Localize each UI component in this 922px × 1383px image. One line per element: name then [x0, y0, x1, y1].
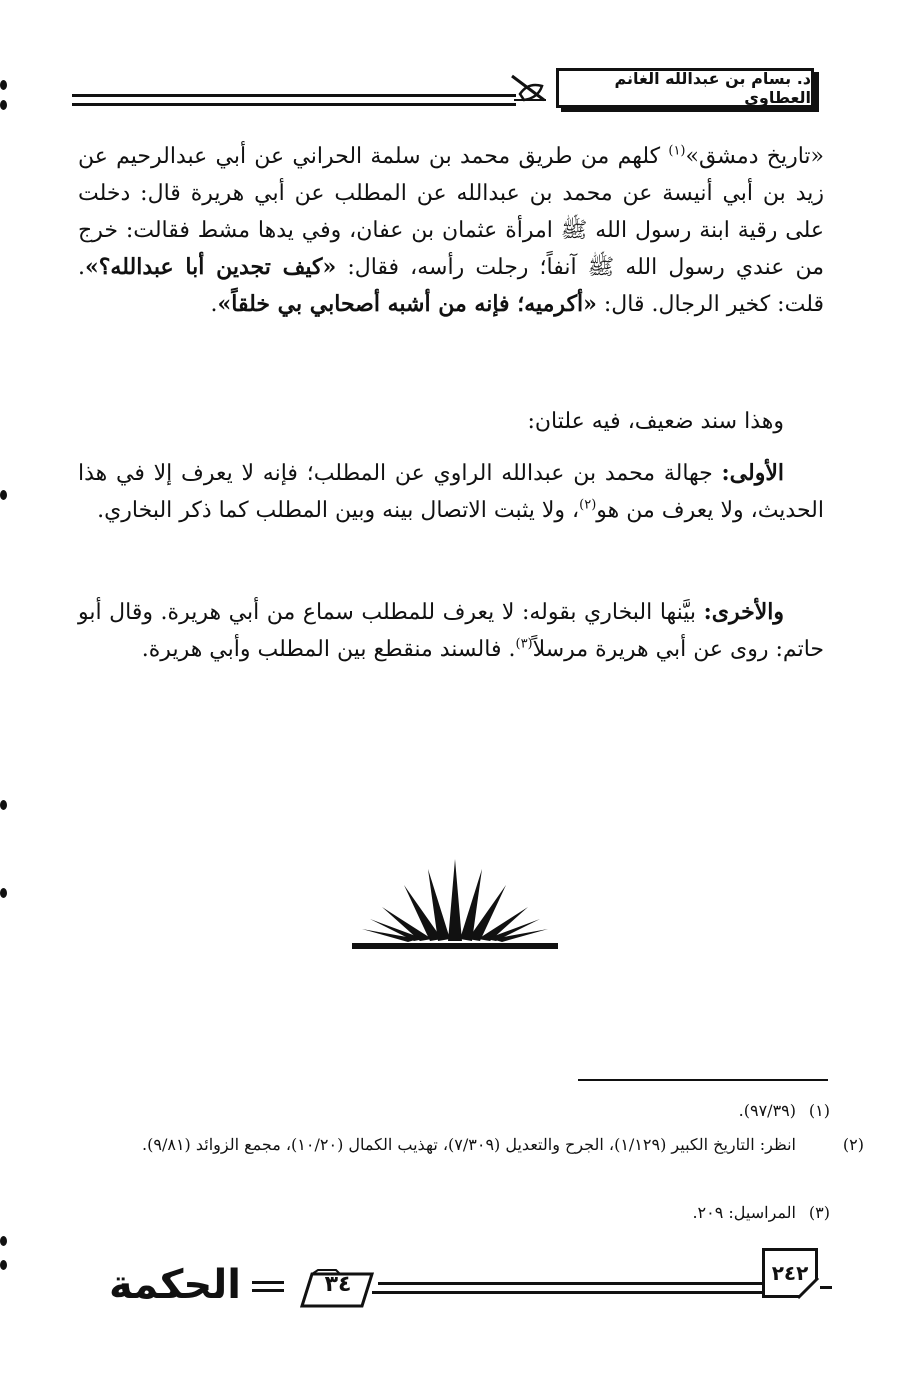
text-segment: كلهم من طريق محمد بن سلمة الحراني عن أبي عبدالرحيم عن زيد بن أبي أنيسة عن محمد بن عبدالله عن المطلب عن أبي هريرة قال: دخلت على رقية ابنة رسول الله ﷺ امرأة عثمان بن عفان، وفي يدها مشط فقالت: خرج من عندي رسول الله ﷺ آنفاً؛ رجلت رأسه، فقال: [78, 144, 824, 280]
footnote-number: (١) [808, 1101, 830, 1120]
margin-mark [0, 1236, 7, 1246]
footnote-text: المراسيل: ٢٠٩. [692, 1203, 796, 1222]
footnote-ref-1[interactable]: (١) [668, 143, 686, 159]
text-segment: جهالة محمد بن عبدالله الراوي عن المطلب؛ فإنه لا يعرف إلا في هذا الحديث، ولا يعرف من هو [78, 461, 824, 523]
footnote-ref-2[interactable]: (٢) [579, 497, 597, 513]
footnote-number: (٣) [808, 1203, 830, 1222]
header-rule-top [72, 94, 516, 97]
margin-mark [0, 80, 7, 90]
footnote-ref-3[interactable]: (٣) [515, 636, 533, 652]
footnote-separator [578, 1079, 828, 1081]
footnote-1 [90, 1097, 830, 1124]
margin-mark [0, 1260, 7, 1270]
hadith-quote-2: «أكرميه؛ فإنه من أشبه أصحابي بي خلقاً» [217, 291, 597, 317]
text-segment: ، ولا يثبت الاتصال بينه وبين المطلب كما ذكر البخاري. [97, 498, 580, 523]
text-segment: «تاريخ دمشق» [685, 144, 824, 169]
margin-mark [0, 100, 7, 110]
margin-mark [0, 490, 7, 500]
text-segment: بيَّنها البخاري بقوله: لا يعرف للمطلب سماع من أبي هريرة. وقال أبو حاتم: روى عن أبي هريرة مرسلاً [78, 600, 824, 662]
margin-mark [0, 888, 7, 898]
footnote-number: (٢) [842, 1135, 864, 1154]
journal-logo: الحكمة [109, 1262, 241, 1308]
footnote-text: انظر: التاريخ الكبير (١/١٢٩)، الجرح والتعديل (٧/٣٠٩)، تهذيب الكمال (١٠/٢٠)، مجمع الزوائد (٩/٨١). [142, 1135, 796, 1154]
margin-mark [0, 800, 7, 810]
footer-rule-tail [818, 1286, 832, 1289]
paragraph-4 [78, 594, 824, 668]
text-segment: . فالسند منقطع بين المطلب وأبي هريرة. [141, 637, 516, 662]
header-rule-bottom [72, 103, 516, 106]
equals-sign [252, 1281, 284, 1297]
pen-icon [508, 72, 550, 106]
footer-rule-bottom [372, 1291, 762, 1294]
section-end-ornament [350, 855, 560, 951]
text-segment: وهذا سند ضعيف، فيه علتان: [527, 409, 784, 434]
hadith-quote-1: «كيف تجدين أبا عبدالله؟» [85, 254, 337, 280]
point-lead-first: الأولى: [721, 460, 784, 486]
paragraph-2 [78, 403, 824, 440]
footer-rule-top [378, 1282, 762, 1285]
page-number: ٢٤٢ [762, 1248, 818, 1298]
point-lead-second: والأخرى: [703, 599, 784, 625]
issue-number: ٣٤ [324, 1272, 352, 1297]
footnote-2 [90, 1131, 864, 1158]
paragraph-1 [78, 138, 824, 323]
text-segment: . [210, 292, 218, 317]
paragraph-3 [78, 455, 824, 529]
footnote-text: (٩٧/٣٩). [738, 1101, 796, 1120]
author-name: د. بسام بن عبدالله الغانم العطاوي [556, 68, 814, 108]
text-segment: . قلت: كخير الرجال. قال: [78, 255, 824, 317]
footnote-3 [90, 1199, 830, 1226]
page-corner-fold [796, 1276, 820, 1300]
